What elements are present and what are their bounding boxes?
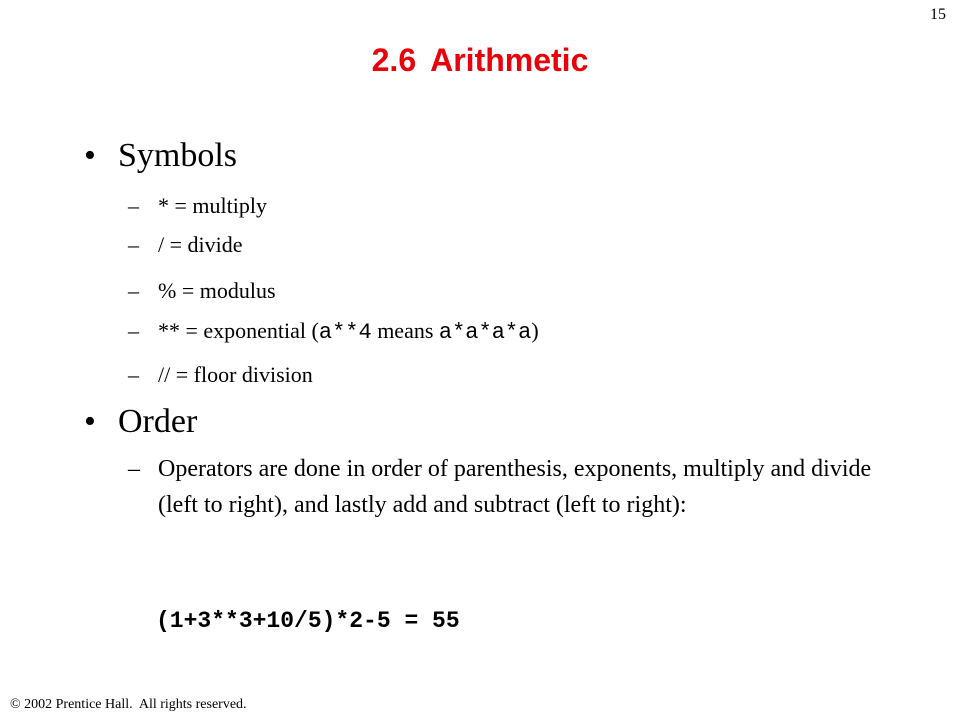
exp-middle: means <box>371 318 439 343</box>
title-text: Arithmetic <box>430 42 589 78</box>
order-description <box>128 451 908 523</box>
exp-code-1: a**4 <box>318 320 372 345</box>
exp-code-2: a*a*a*a <box>438 320 532 345</box>
dash: – <box>128 318 139 343</box>
dash: – <box>128 232 139 257</box>
copyright-icon: © <box>10 697 21 712</box>
sub-item-label: * = multiply <box>158 193 267 218</box>
bullet-dot: • <box>84 137 96 174</box>
dash: – <box>128 278 139 303</box>
slide-title <box>0 42 960 79</box>
sub-item-divide <box>128 232 243 258</box>
exp-suffix: ) <box>531 318 539 343</box>
sub-item-multiply <box>128 193 267 219</box>
dash: – <box>128 456 140 482</box>
footer-copyright <box>10 697 247 713</box>
bullet-order-label: Order <box>118 403 198 440</box>
sub-item-label: / = divide <box>158 232 243 257</box>
title-number: 2.6 <box>371 42 417 78</box>
sub-item-floor-division <box>128 362 313 388</box>
sub-item-label: % = modulus <box>158 278 276 303</box>
order-description-text: Operators are done in order of parenthesis, exponents, multiply and divide (left to right), and lastly add and subtract (left to right): <box>158 456 872 518</box>
sub-item-label: // = floor division <box>158 362 313 387</box>
footer-text: 2002 Prentice Hall. All rights reserved. <box>20 697 247 712</box>
dash: – <box>128 362 139 387</box>
sub-item-exponential <box>128 318 539 346</box>
slide-number: 15 <box>930 6 946 23</box>
bullet-dot: • <box>84 403 96 440</box>
bullet-symbols <box>84 138 237 174</box>
bullet-symbols-label: Symbols <box>118 137 238 174</box>
exp-prefix: ** = exponential ( <box>158 318 319 343</box>
bullet-order <box>84 404 197 440</box>
sub-item-modulus <box>128 278 276 304</box>
dash: – <box>128 193 139 218</box>
code-example: (1+3**3+10/5)*2-5 = 55 <box>156 608 460 634</box>
